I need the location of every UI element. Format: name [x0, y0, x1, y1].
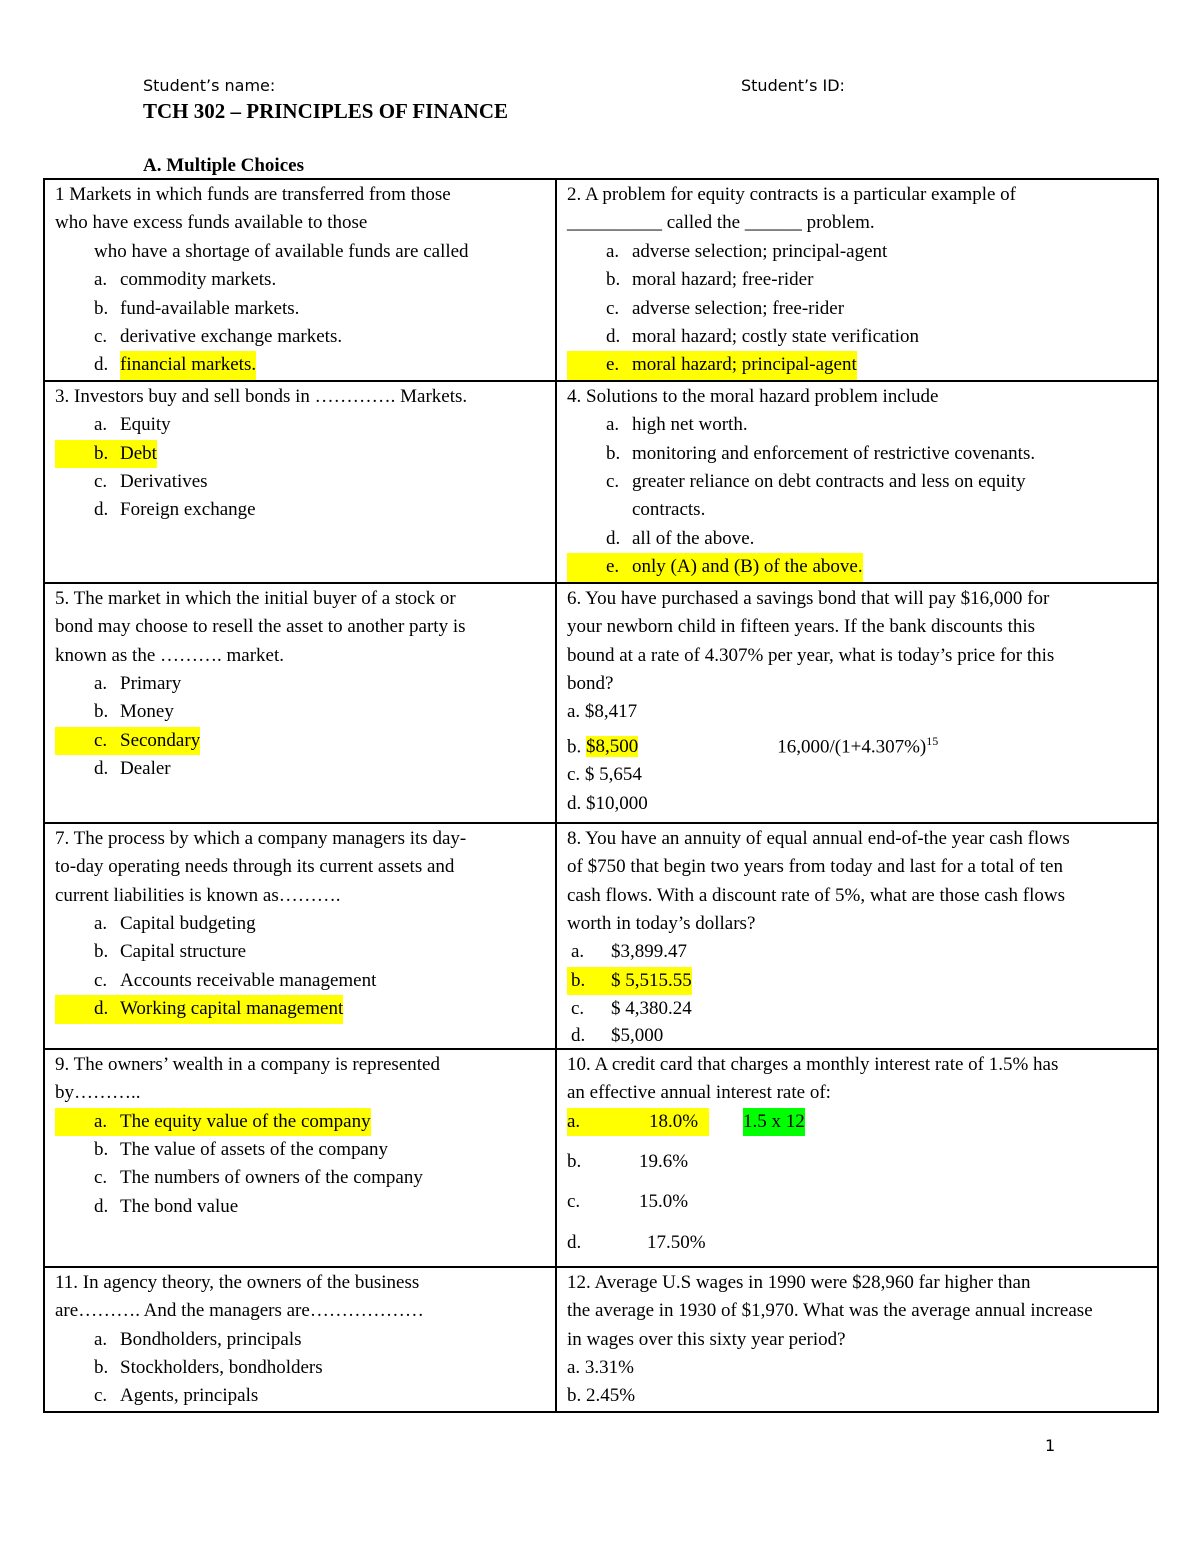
question-9 — [44, 1049, 556, 1267]
question-text: who have a shortage of available funds are called — [94, 240, 469, 262]
option-letter: c. — [94, 326, 108, 348]
option — [55, 755, 546, 783]
question-text: current liabilities is known as………. — [55, 884, 341, 906]
option-letter: b. — [55, 440, 120, 468]
option-letter: b. — [606, 269, 621, 291]
option-text: Foreign exchange — [120, 499, 256, 521]
option-letter: d. — [94, 1195, 109, 1217]
section-heading: A. Multiple Choices — [143, 155, 304, 176]
option-letter: b. — [94, 297, 109, 319]
question-text: 1 Markets in which funds are transferred from those — [55, 184, 451, 205]
option-letter: d. — [571, 1024, 586, 1046]
option-text: monitoring and enforcement of restrictive covenants. — [632, 442, 1036, 464]
option-text: 19.6% — [639, 1150, 689, 1172]
option-text: contracts. — [632, 499, 706, 521]
question-text: bond? — [567, 672, 614, 694]
option-letter: a. — [94, 672, 108, 694]
option-text: moral hazard; free-rider — [632, 269, 814, 291]
page-number: 1 — [1045, 1436, 1056, 1455]
question-text: worth in today’s dollars? — [567, 912, 756, 934]
option — [567, 411, 1148, 439]
formula-exponent: 15 — [926, 733, 939, 748]
formula: 16,000/(1+4.307%) — [777, 736, 927, 758]
question-text: known as the ………. market. — [55, 644, 285, 666]
question-10 — [556, 1049, 1158, 1267]
option — [567, 1024, 1148, 1048]
option-letter: a. — [94, 269, 108, 291]
option-letter: c. — [567, 1191, 581, 1213]
question-text: by……….. — [55, 1082, 141, 1104]
option-text: Capital structure — [120, 941, 247, 963]
option-letter: d. — [94, 354, 109, 376]
question-text: 11. In agency theory, the owners of the business — [55, 1271, 420, 1293]
question-text: 7. The process by which a company managers its day- — [55, 827, 467, 849]
question-3 — [44, 381, 556, 583]
option — [55, 1193, 546, 1221]
option-text: Money — [120, 701, 174, 723]
option: a. 3.31% — [567, 1356, 635, 1378]
option — [55, 1136, 546, 1164]
option-letter: b. — [94, 701, 109, 723]
option-letter: e. — [567, 553, 632, 581]
option-text: The value of assets of the company — [120, 1138, 389, 1160]
option — [55, 295, 546, 323]
question-1 — [44, 179, 556, 381]
question-text: your newborn child in fifteen years. If the bank discounts this — [567, 616, 1036, 638]
question-text: are………. And the managers are……………… — [55, 1300, 424, 1322]
option — [55, 468, 546, 496]
option-letter — [567, 496, 632, 524]
option-text: all of the above. — [632, 527, 755, 549]
answer-option — [567, 727, 1148, 762]
option: b. 2.45% — [567, 1385, 636, 1407]
option-letter: b. — [567, 967, 611, 995]
question-text: in wages over this sixty year period? — [567, 1328, 846, 1350]
question-2 — [556, 179, 1158, 381]
question-text: 8. You have an annuity of equal annual end-of-the year cash flows — [567, 827, 1070, 849]
option — [567, 266, 1148, 294]
option-letter: b. — [567, 1150, 582, 1172]
option-letter: a. — [94, 1328, 108, 1350]
option-letter: c. — [606, 297, 620, 319]
option-letter: b. — [94, 1138, 109, 1160]
option-letter: c. — [94, 1167, 108, 1189]
option-text: 15.0% — [639, 1191, 689, 1213]
answer-option — [567, 967, 1148, 995]
option-letter: b. — [94, 941, 109, 963]
option-text-highlighted: Working capital management — [120, 995, 343, 1023]
option-letter: c. — [606, 471, 620, 493]
option-text: $3,899.47 — [611, 941, 687, 963]
option — [55, 266, 546, 294]
question-11 — [44, 1267, 556, 1412]
question-7 — [44, 823, 556, 1049]
answer-option — [55, 440, 546, 468]
document-title: TCH 302 – PRINCIPLES OF FINANCE — [143, 99, 508, 123]
option-text-highlighted: $ 5,515.55 — [611, 967, 692, 995]
question-text: 4. Solutions to the moral hazard problem include — [567, 385, 939, 407]
question-text: 5. The market in which the initial buyer of a stock or — [55, 587, 456, 609]
option — [567, 238, 1148, 266]
student-name-label: Student’s name: — [143, 76, 276, 95]
option-text-highlighted: The equity value of the company — [120, 1108, 371, 1136]
option-letter: a. — [606, 240, 620, 262]
option-text: Dealer — [120, 758, 171, 780]
question-text: to-day operating needs through its current assets and — [55, 856, 455, 878]
option-letter: b. — [606, 442, 621, 464]
option-text: Primary — [120, 672, 182, 694]
option-letter: a. — [94, 912, 108, 934]
question-5 — [44, 583, 556, 823]
option — [567, 1182, 1148, 1223]
question-4 — [556, 381, 1158, 583]
option — [567, 525, 1148, 553]
option-letter: a. — [571, 941, 585, 963]
option-text: commodity markets. — [120, 269, 277, 291]
option-text: adverse selection; principal-agent — [632, 240, 888, 262]
option-letter: e. — [567, 351, 632, 379]
option-continuation — [567, 496, 1148, 524]
answer-option — [55, 351, 546, 379]
option-letter: c. — [94, 969, 108, 991]
option-text-highlighted: financial markets. — [120, 351, 256, 379]
option-text: Capital budgeting — [120, 912, 256, 934]
option-text-highlighted: Secondary — [120, 727, 200, 755]
answer-option — [567, 1108, 1148, 1142]
option-letter: d. — [606, 527, 621, 549]
question-text: 12. Average U.S wages in 1990 were $28,960 far higher than — [567, 1271, 1031, 1293]
question-text: the average in 1930 of $1,970. What was the average annual increase — [567, 1300, 1093, 1322]
option-text: The numbers of owners of the company — [120, 1167, 423, 1189]
question-text: 6. You have purchased a savings bond that will pay $16,000 for — [567, 587, 1050, 609]
option-letter: a. — [606, 414, 620, 436]
option-text: $5,000 — [611, 1024, 664, 1046]
option-letter: d. — [55, 995, 120, 1023]
option — [55, 967, 546, 995]
option — [567, 995, 1148, 1023]
answer-option — [55, 1108, 546, 1136]
option-text: fund-available markets. — [120, 297, 300, 319]
option — [567, 938, 1148, 966]
option-text: Accounts receivable management — [120, 969, 377, 991]
option-letter: c. — [55, 727, 120, 755]
question-text: who have excess funds available to those — [55, 212, 368, 234]
option — [55, 670, 546, 698]
question-text: 3. Investors buy and sell bonds in …………. Markets. — [55, 385, 468, 407]
option-text: $ 4,380.24 — [611, 998, 692, 1020]
option-text: Derivatives — [120, 471, 208, 493]
option — [567, 1142, 1148, 1183]
question-text: bond may choose to resell the asset to another party is — [55, 616, 466, 638]
question-12 — [556, 1267, 1158, 1412]
option — [55, 1326, 546, 1354]
question-text: an effective annual interest rate of: — [567, 1082, 831, 1104]
student-id-label: Student’s ID: — [741, 76, 845, 95]
option-text: adverse selection; free-rider — [632, 297, 845, 319]
option-text: moral hazard; costly state verification — [632, 326, 919, 348]
question-text: 9. The owners’ wealth in a company is represented — [55, 1053, 440, 1075]
option-text: Agents, principals — [120, 1385, 259, 1407]
question-6 — [556, 583, 1158, 823]
option-text: Bondholders, principals — [120, 1328, 302, 1350]
questions-table — [43, 178, 1159, 1413]
question-text: of $750 that begin two years from today and last for a total of ten — [567, 856, 1063, 878]
option-text: The bond value — [120, 1195, 239, 1217]
option-text: high net worth. — [632, 414, 748, 436]
option — [567, 440, 1148, 468]
option: a. $8,417 — [567, 701, 638, 723]
option-text: derivative exchange markets. — [120, 326, 343, 348]
option-text-highlighted: Debt — [120, 440, 157, 468]
answer-option — [55, 995, 546, 1023]
question-text: bound at a rate of 4.307% per year, what is today’s price for this — [567, 644, 1055, 666]
question-text: cash flows. With a discount rate of 5%, what are those cash flows — [567, 884, 1066, 906]
option: c. $ 5,654 — [567, 764, 642, 786]
option-text-highlighted: $8,500 — [586, 736, 639, 758]
option-text-highlighted: 18.0% — [649, 1108, 709, 1136]
question-text: __________ called the ______ problem. — [567, 212, 875, 234]
answer-option — [55, 727, 546, 755]
option-letter: c. — [571, 998, 585, 1020]
option-text: 17.50% — [647, 1231, 706, 1253]
option — [55, 698, 546, 726]
option-letter: d. — [567, 1231, 582, 1253]
question-text: 10. A credit card that charges a monthly interest rate of 1.5% has — [567, 1053, 1059, 1075]
option — [55, 411, 546, 439]
option — [55, 323, 546, 351]
option-letter: d. — [94, 758, 109, 780]
option — [567, 295, 1148, 323]
option-letter: c. — [94, 471, 108, 493]
option-letter: d. — [94, 499, 109, 521]
option — [567, 468, 1148, 496]
option-text-highlighted: only (A) and (B) of the above. — [632, 553, 863, 581]
answer-option — [567, 351, 1148, 379]
option — [55, 1382, 546, 1410]
option — [55, 1164, 546, 1192]
option-letter: c. — [94, 1385, 108, 1407]
option — [55, 1354, 546, 1382]
option-text-highlighted: moral hazard; principal-agent — [632, 351, 857, 379]
option-letter: d. — [606, 326, 621, 348]
option-letter: a. — [567, 1108, 649, 1136]
question-8 — [556, 823, 1158, 1049]
option-letter: a. — [55, 1108, 120, 1136]
option-letter: b. — [567, 736, 586, 758]
option-letter: a. — [94, 414, 108, 436]
answer-option — [567, 553, 1148, 581]
question-text: 2. A problem for equity contracts is a particular example of — [567, 184, 1016, 205]
option-text: Equity — [120, 414, 171, 436]
option-letter: b. — [94, 1356, 109, 1378]
option — [55, 910, 546, 938]
option — [567, 323, 1148, 351]
option-text: Stockholders, bondholders — [120, 1356, 323, 1378]
option — [55, 938, 546, 966]
calculation-note: 1.5 x 12 — [743, 1108, 805, 1136]
option — [567, 1223, 1148, 1264]
option-text: greater reliance on debt contracts and less on equity — [632, 471, 1026, 493]
option — [55, 496, 546, 524]
option: d. $10,000 — [567, 792, 648, 814]
